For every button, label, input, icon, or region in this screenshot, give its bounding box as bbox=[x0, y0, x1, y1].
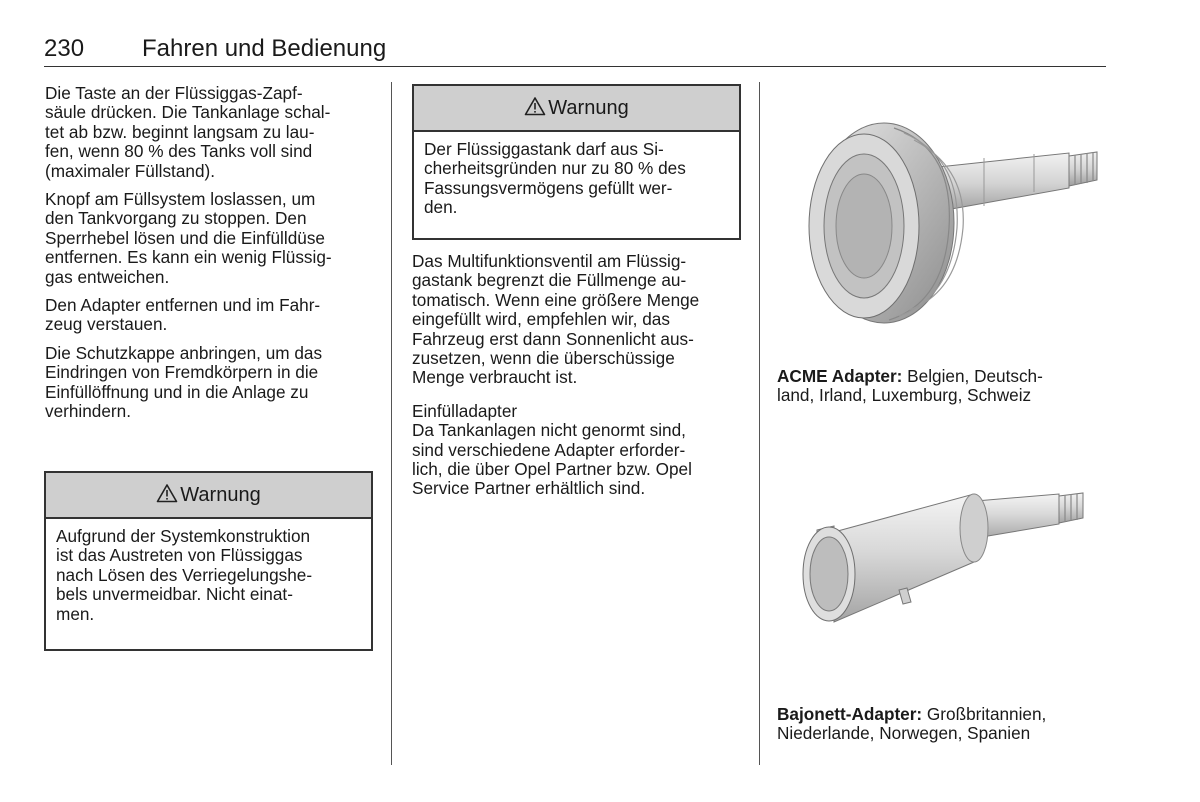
caption-label: Bajonett-Adapter: bbox=[777, 704, 923, 724]
bajonett-adapter-illustration bbox=[779, 422, 1107, 684]
subheading: Einfülladapter bbox=[412, 400, 518, 421]
warning-triangle-icon bbox=[524, 96, 546, 116]
page-number: 230 bbox=[44, 35, 85, 62]
paragraph: Das Multifunktionsventil am Flüssig- gastank begrenzt die Füllmenge au- tomatisch. Wenn eine größere Menge eingefüllt wird, empfehlen wir, das Fahrzeug erst dann Sonnenlicht aus- zusetzen, wenn die überschüssige Menge verbraucht ist. bbox=[412, 251, 700, 388]
warning-triangle-icon bbox=[156, 483, 178, 503]
warning-text: Aufgrund der Systemkonstruktion ist das Austreten von Flüssiggas nach Lösen des Verriegelungshe- bels unvermeidbar. Nicht einat- men. bbox=[56, 526, 313, 624]
paragraph: Die Schutzkappe anbringen, um das Eindringen von Fremdkörpern in die Einfüllöffnung und in die Anlage zu verhindern. bbox=[45, 342, 323, 422]
warning-box bbox=[412, 84, 741, 240]
warning-title: Warnung bbox=[180, 484, 261, 506]
acme-caption: ACME Adapter: Belgien, Deutsch- land, Irland, Luxemburg, Schweiz bbox=[777, 366, 1043, 406]
column-divider-1 bbox=[391, 82, 392, 765]
warning-box bbox=[44, 471, 373, 651]
chapter-title: Fahren und Bedienung bbox=[142, 35, 387, 62]
paragraph: Da Tankanlagen nicht genormt sind, sind verschiedene Adapter erforder- lich, die über Opel Partner bzw. Opel Service Partner erhältlich sind. bbox=[412, 420, 692, 499]
warning-header bbox=[46, 473, 371, 519]
caption-label: ACME Adapter: bbox=[777, 366, 903, 386]
acme-adapter-illustration bbox=[779, 88, 1107, 350]
column-2 bbox=[412, 252, 742, 508]
paragraph: Knopf am Füllsystem loslassen, um den Tankvorgang zu stoppen. Den Sperrhebel lösen und die Einfülldüse entfernen. Es kann ein wenig Flüssig- gas entweichen. bbox=[45, 189, 332, 287]
warning-text: Der Flüssiggastank darf aus Si- cherheitsgründen nur zu 80 % des Fassungsvermögens gefüllt wer- den. bbox=[424, 139, 686, 218]
warning-title: Warnung bbox=[548, 97, 629, 119]
paragraph: Die Taste an der Flüssiggas-Zapf- säule drücken. Die Tankanlage schal- tet ab bzw. beginnt langsam zu lau- fen, wenn 80 % des Tanks voll sind (maximaler Füllstand). bbox=[45, 83, 331, 181]
bajonett-caption: Bajonett-Adapter: Großbritannien, Niederlande, Norwegen, Spanien bbox=[777, 704, 1047, 744]
page-header bbox=[44, 34, 1106, 67]
warning-header bbox=[414, 86, 739, 132]
paragraph: Den Adapter entfernen und im Fahr- zeug verstauen. bbox=[45, 295, 321, 335]
column-1 bbox=[45, 84, 375, 431]
column-divider-2 bbox=[759, 82, 760, 765]
